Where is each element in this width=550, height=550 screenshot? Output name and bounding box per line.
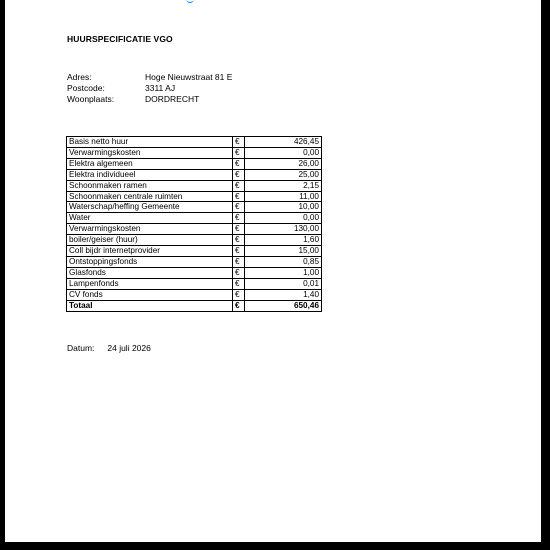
item-amount: 0,00 [245,147,322,158]
item-description: Waterschap/heffing Gemeente [67,202,233,213]
currency-symbol: € [233,147,245,158]
currency-symbol: € [233,169,245,180]
item-amount: 2,15 [245,180,322,191]
address-value: Hoge Nieuwstraat 81 E [145,72,233,82]
blue-arc-mark [186,0,194,3]
item-amount: 11,00 [245,191,322,202]
table-row [67,137,322,148]
table-row [67,246,322,257]
document-page [5,0,541,542]
date-line [67,343,151,353]
table-row [67,235,322,246]
table-row [67,278,322,289]
item-amount: 25,00 [245,169,322,180]
currency-symbol: € [233,202,245,213]
currency-symbol: € [233,180,245,191]
table-row [67,267,322,278]
item-description: Totaal [67,300,233,311]
item-amount: 650,46 [245,300,322,311]
city-row [67,94,232,105]
table-body [67,137,322,312]
item-description: Schoonmaken centrale ruimten [67,191,233,202]
currency-symbol: € [233,246,245,257]
date-value: 24 juli 2026 [107,343,151,353]
currency-symbol: € [233,191,245,202]
item-amount: 426,45 [245,137,322,148]
item-description: Lampenfonds [67,278,233,289]
item-description: Verwarmingskosten [67,147,233,158]
item-description: boiler/geiser (huur) [67,235,233,246]
postcode-value: 3311 AJ [145,83,176,93]
table-row [67,147,322,158]
item-description: Glasfonds [67,267,233,278]
item-amount: 26,00 [245,158,322,169]
item-description: Basis netto huur [67,137,233,148]
table-row [67,256,322,267]
currency-symbol: € [233,213,245,224]
item-description: CV fonds [67,289,233,300]
table-row [67,202,322,213]
address-block [67,72,232,105]
currency-symbol: € [233,137,245,148]
item-amount: 130,00 [245,224,322,235]
city-value: DORDRECHT [145,94,200,104]
currency-symbol: € [233,289,245,300]
address-label: Adres: [67,72,92,82]
item-description: Elektra individueel [67,169,233,180]
address-row [67,72,232,83]
currency-symbol: € [233,278,245,289]
item-description: Ontstoppingsfonds [67,256,233,267]
item-amount: 10,00 [245,202,322,213]
item-description: Verwarmingskosten [67,224,233,235]
item-description: Water [67,213,233,224]
item-amount: 0,85 [245,256,322,267]
table-row [67,180,322,191]
postcode-row [67,83,232,94]
document-title: HUURSPECIFICATIE VGO [67,34,173,44]
item-description: Schoonmaken ramen [67,180,233,191]
item-amount: 1,60 [245,235,322,246]
item-amount: 1,00 [245,267,322,278]
currency-symbol: € [233,300,245,311]
table-row [67,289,322,300]
item-amount: 0,01 [245,278,322,289]
table-row [67,213,322,224]
currency-symbol: € [233,235,245,246]
currency-symbol: € [233,256,245,267]
item-description: Coll bijdr internetprovider [67,246,233,257]
currency-symbol: € [233,158,245,169]
city-label: Woonplaats: [67,94,115,104]
item-amount: 0,00 [245,213,322,224]
item-amount: 1,40 [245,289,322,300]
currency-symbol: € [233,267,245,278]
date-label: Datum: [67,343,95,353]
table-row [67,169,322,180]
item-description: Elektra algemeen [67,158,233,169]
table-row [67,158,322,169]
table-row [67,191,322,202]
table-row [67,224,322,235]
currency-symbol: € [233,224,245,235]
postcode-label: Postcode: [67,83,105,93]
item-amount: 15,00 [245,246,322,257]
total-row [67,300,322,311]
rent-specification-table [66,136,322,312]
